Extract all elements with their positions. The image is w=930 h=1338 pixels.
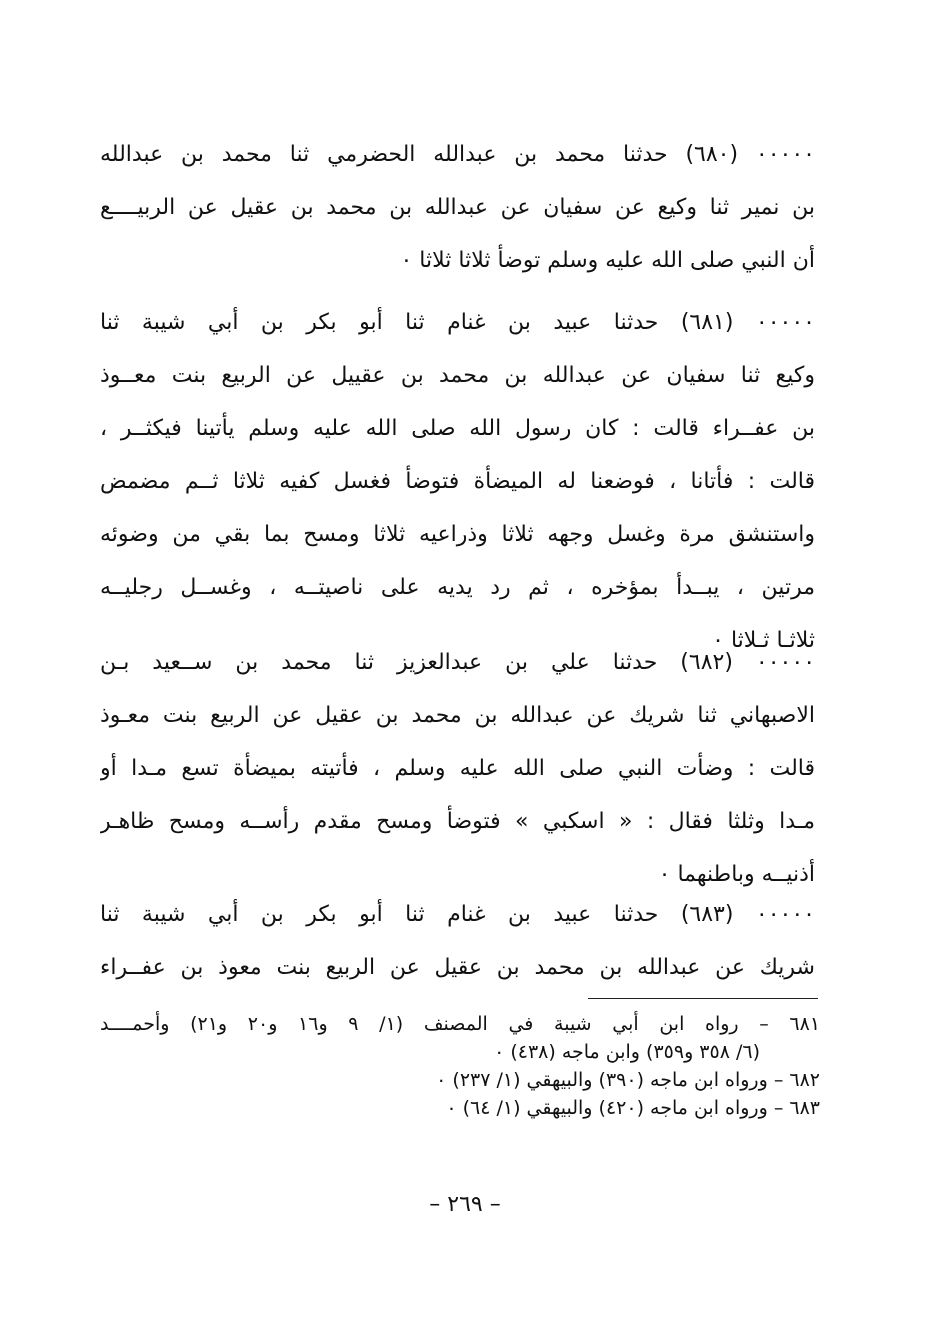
text-line: ٠٠٠٠٠ (٦٨٣) حدثنا عبيد بن غنام ثنا أبو بكر بن أبي شيبة ثنا (100, 902, 815, 927)
hadith-683 (100, 888, 815, 994)
text-line: أن النبي صلى الله عليه وسلم توضأ ثلاثا ثلاثا ٠ (400, 248, 815, 273)
footnote-divider (588, 998, 818, 999)
footnote-line: (٦/ ٣٥٨ و٣٥٩) وابن ماجه (٤٣٨) ٠ (494, 1041, 760, 1063)
text-line: مرتين ، يبــدأ بمؤخره ، ثم رد يديه على ناصيتــه ، وغســل رجليــه (100, 575, 815, 600)
text-line: بن نمير ثنا وكيع عن سفيان عن عبدالله بن محمد بن عقيل عن الربيــــع (100, 195, 815, 220)
text-line: قالت : فأتانا ، فوضعنا له الميضأة فتوضأ فغسل كفيه ثلاثا ثــم مضمض (100, 469, 815, 494)
text-line: أذنيــه وباطنهما ٠ (658, 862, 815, 887)
footnote-line: ٦٨٣ – ورواه ابن ماجه (٤٢٠) والبيهقي (١/ ٦٤) ٠ (446, 1097, 820, 1119)
footnotes (100, 1010, 820, 1122)
text-line: شريك عن عبدالله بن محمد بن عقيل عن الربيع بنت معوذ بن عفــراء (100, 955, 815, 980)
text-line: ٠٠٠٠٠ (٦٨٢) حدثنا علي بن عبدالعزيز ثنا محمد بن ســعيد بـن (100, 650, 815, 675)
text-line: ثلاثـا ثـلاثا ٠ (712, 628, 815, 653)
text-line: ٠٠٠٠٠ (٦٨١) حدثنا عبيد بن غنام ثنا أبو بكر بن أبي شيبة ثنا (100, 310, 815, 335)
text-line: مـدا وثلثا فقال : « اسكبي » فتوضأ ومسح مقدم رأســه ومسح ظاهـر (100, 809, 815, 834)
text-line: وكيع ثنا سفيان عن عبدالله بن محمد بن عقييل عن الربيع بنت معــوذ (100, 363, 815, 388)
text-line: بن عفــراء قالت : كان رسول الله صلى الله عليه وسلم يأتينا فيكثــر ، (100, 416, 815, 441)
page-number: – ٢٦٩ – (429, 1192, 501, 1217)
text-line: واستنشق مرة وغسل وجهه ثلاثا وذراعيه ثلاثا ومسح بما بقي من وضوئه (100, 522, 815, 547)
hadith-680 (100, 128, 815, 287)
hadith-681 (100, 296, 815, 667)
text-line: قالت : وضأت النبي صلى الله عليه وسلم ، فأتيته بميضأة تسع مـدا أو (100, 756, 815, 781)
hadith-682 (100, 636, 815, 901)
text-line: الاصبهاني ثنا شريك عن عبدالله بن محمد بن عقيل عن الربيع بنت معـوذ (100, 703, 815, 728)
footnote-line: ٦٨١ – رواه ابن أبي شيبة في المصنف (١/ ٩ و١٦ و٢٠ و٢١) وأحمــــد (100, 1013, 820, 1035)
footnote-line: ٦٨٢ – ورواه ابن ماجه (٣٩٠) والبيهقي (١/ ٢٣٧) ٠ (436, 1069, 820, 1091)
text-line: ٠٠٠٠٠ (٦٨٠) حدثنا محمد بن عبدالله الحضرمي ثنا محمد بن عبدالله (100, 142, 815, 167)
